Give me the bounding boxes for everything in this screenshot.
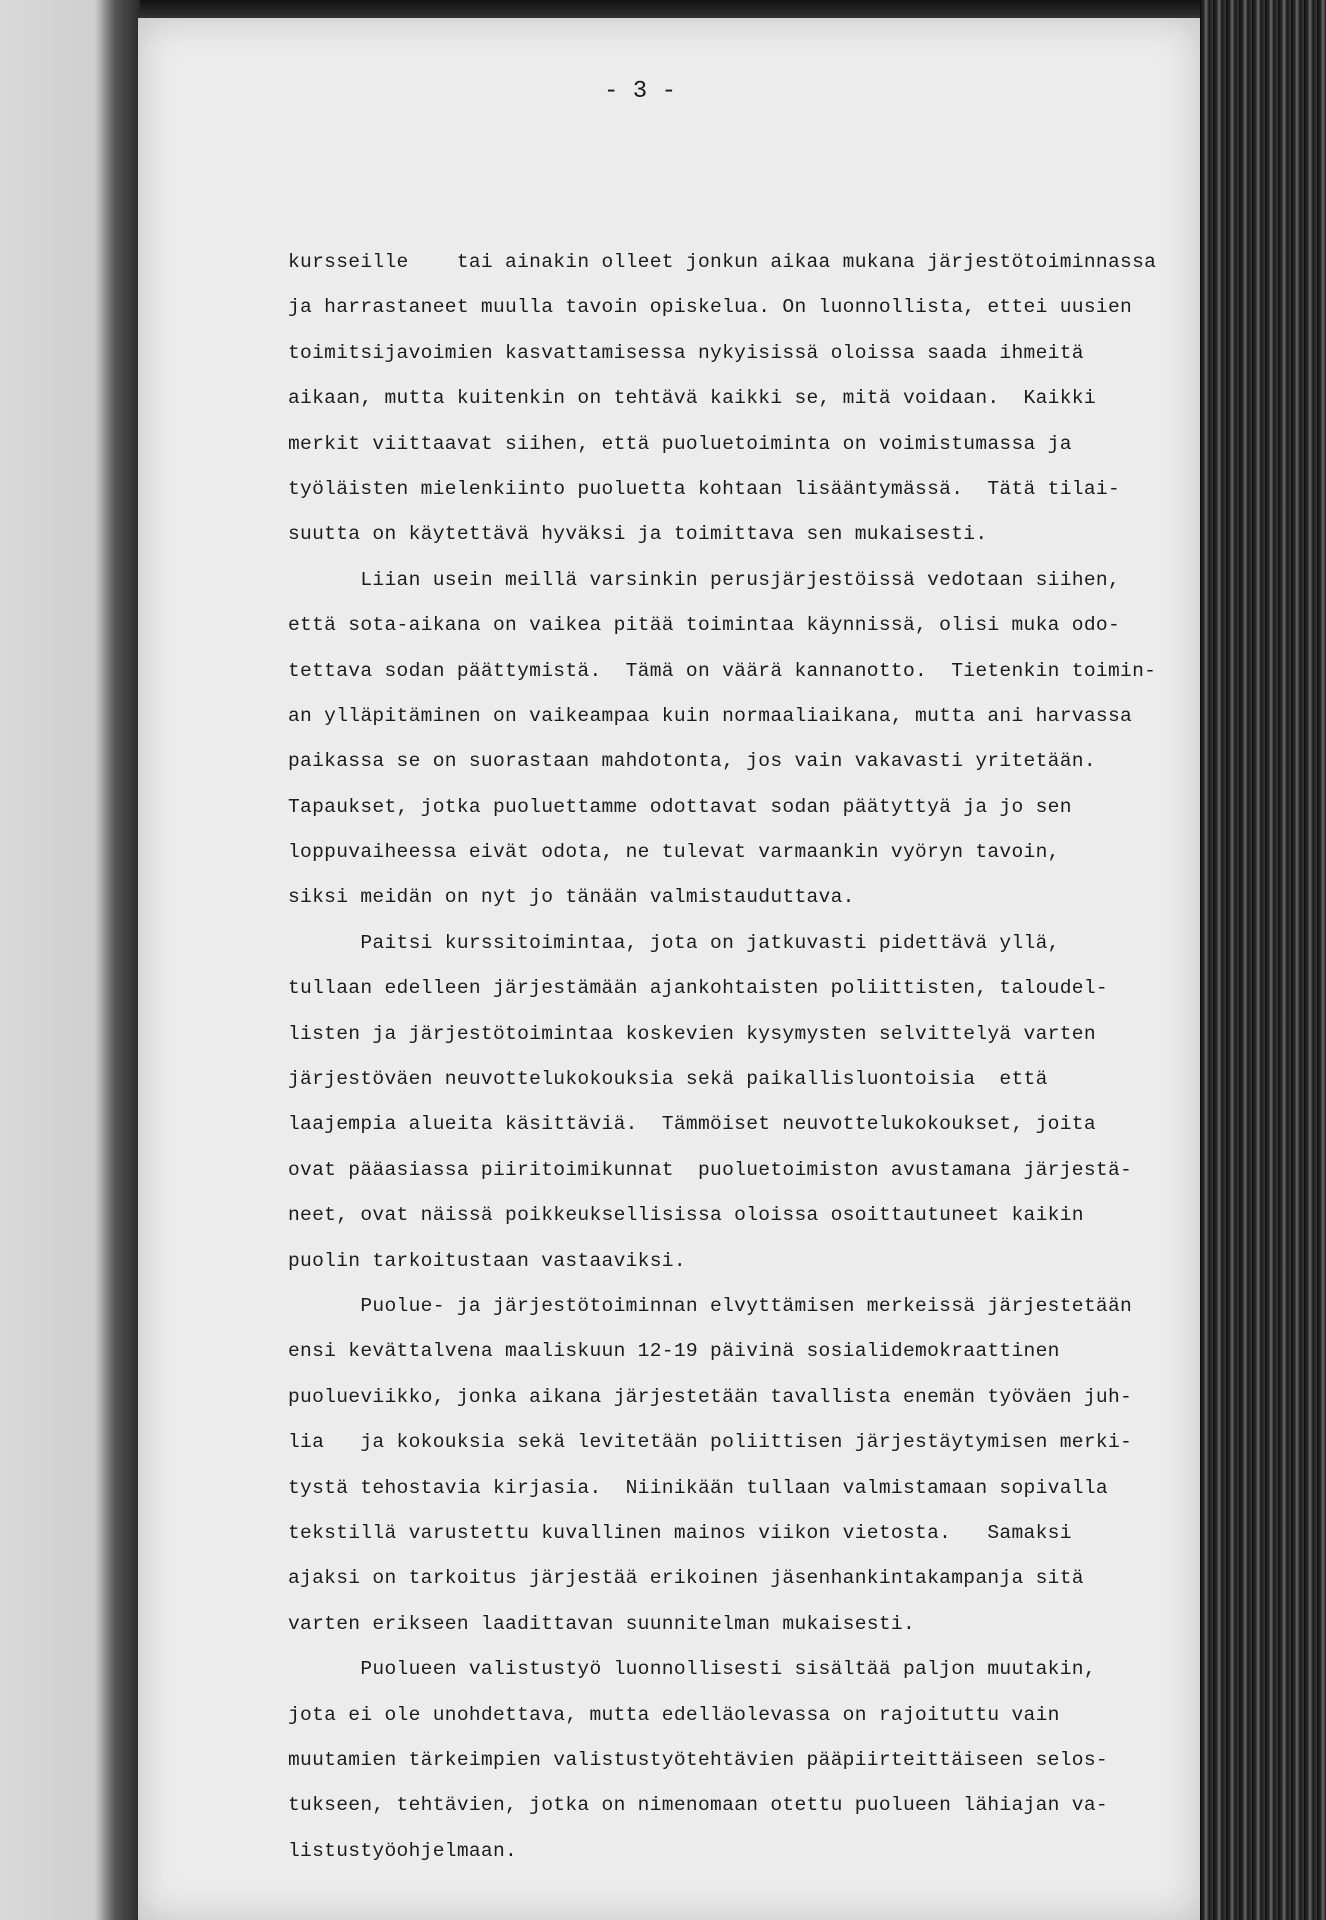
text-line: että sota-aikana on vaikea pitää toimintaa käynnissä, olisi muka odo- <box>288 614 1121 637</box>
text-line: Puolue- ja järjestötoiminnan elvyttämisen merkeissä järjestetään <box>288 1294 1133 1317</box>
text-line: paikassa se on suorastaan mahdotonta, jos vain vakavasti yritetään. <box>288 750 1096 773</box>
text-line: ovat pääasiassa piiritoimikunnat puoluetoimiston avustamana järjestä- <box>288 1158 1133 1181</box>
page-number: - 3 - <box>603 78 676 105</box>
text-line: ja harrastaneet muulla tavoin opiskelua. On luonnollista, ettei uusien <box>288 296 1133 319</box>
text-line: työläisten mielenkiinto puoluetta kohtaan lisääntymässä. Tätä tilai- <box>288 477 1121 500</box>
text-line: listustyöohjelmaan. <box>288 1839 518 1862</box>
text-line: tullaan edelleen järjestämään ajankohtaisten poliittisten, taloudel- <box>288 977 1108 1000</box>
text-line: siksi meidän on nyt jo tänään valmistauduttava. <box>288 886 855 909</box>
text-line: kursseille tai ainakin olleet jonkun aikaa mukana järjestötoiminnassa <box>288 251 1157 273</box>
text-line: merkit viittaavat siihen, että puoluetoiminta on voimistumassa ja <box>288 432 1072 455</box>
text-line: järjestöväen neuvottelukokouksia sekä paikallisluontoisia että <box>288 1068 1048 1091</box>
text-line: laajempia alueita käsittäviä. Tämmöiset neuvottelukokoukset, joita <box>288 1113 1096 1136</box>
text-line: ensi kevättalvena maaliskuun 12-19 päivinä sosialidemokraattinen <box>288 1340 1060 1363</box>
text-line: an ylläpitäminen on vaikeampaa kuin normaaliaikana, mutta ani harvassa <box>288 704 1133 727</box>
body-text <box>288 240 1188 1874</box>
text-line: aikaan, mutta kuitenkin on tehtävä kaikki se, mitä voidaan. Kaikki <box>288 387 1096 410</box>
text-line: tystä tehostavia kirjasia. Niinikään tullaan valmistamaan sopivalla <box>288 1476 1108 1499</box>
page-stack-edge <box>1200 0 1326 1920</box>
text-line: Liian usein meillä varsinkin perusjärjestöissä vedotaan siihen, <box>288 568 1121 591</box>
text-line: suutta on käytettävä hyväksi ja toimittava sen mukaisesti. <box>288 523 988 546</box>
text-line: tukseen, tehtävien, jotka on nimenomaan otettu puolueen lähiajan va- <box>288 1794 1108 1817</box>
text-line: loppuvaiheessa eivät odota, ne tulevat varmaankin vyöryn tavoin, <box>288 841 1060 864</box>
scan-left-edge <box>0 0 140 1920</box>
text-line: neet, ovat näissä poikkeuksellisissa oloissa osoittautuneet kaikin <box>288 1204 1084 1227</box>
text-line: listen ja järjestötoimintaa koskevien kysymysten selvittelyä varten <box>288 1022 1096 1045</box>
text-line: Paitsi kurssitoimintaa, jota on jatkuvasti pidettävä yllä, <box>288 931 1060 954</box>
text-line: tettava sodan päättymistä. Tämä on väärä kannanotto. Tietenkin toimin- <box>288 659 1157 682</box>
text-line: jota ei ole unohdettava, mutta edelläolevassa on rajoituttu vain <box>288 1703 1060 1726</box>
text-line: toimitsijavoimien kasvattamisessa nykyisissä oloissa saada ihmeitä <box>288 341 1084 364</box>
text-line: muutamien tärkeimpien valistustyötehtävien pääpiirteittäiseen selos- <box>288 1748 1108 1771</box>
text-line: lia ja kokouksia sekä levitetään poliittisen järjestäytymisen merki- <box>288 1431 1133 1454</box>
text-line: puolin tarkoitustaan vastaaviksi. <box>288 1249 686 1272</box>
text-line: Tapaukset, jotka puoluettamme odottavat sodan päätyttyä ja jo sen <box>288 795 1072 818</box>
text-line: tekstillä varustettu kuvallinen mainos viikon vietosta. Samaksi <box>288 1521 1072 1544</box>
text-line: varten erikseen laadittavan suunnitelman mukaisesti. <box>288 1612 916 1635</box>
text-line: ajaksi on tarkoitus järjestää erikoinen jäsenhankintakampanja sitä <box>288 1567 1084 1590</box>
text-line: puolueviikko, jonka aikana järjestetään tavallista enemän työväen juh- <box>288 1385 1133 1408</box>
text-line: Puolueen valistustyö luonnollisesti sisältää paljon muutakin, <box>288 1658 1096 1681</box>
